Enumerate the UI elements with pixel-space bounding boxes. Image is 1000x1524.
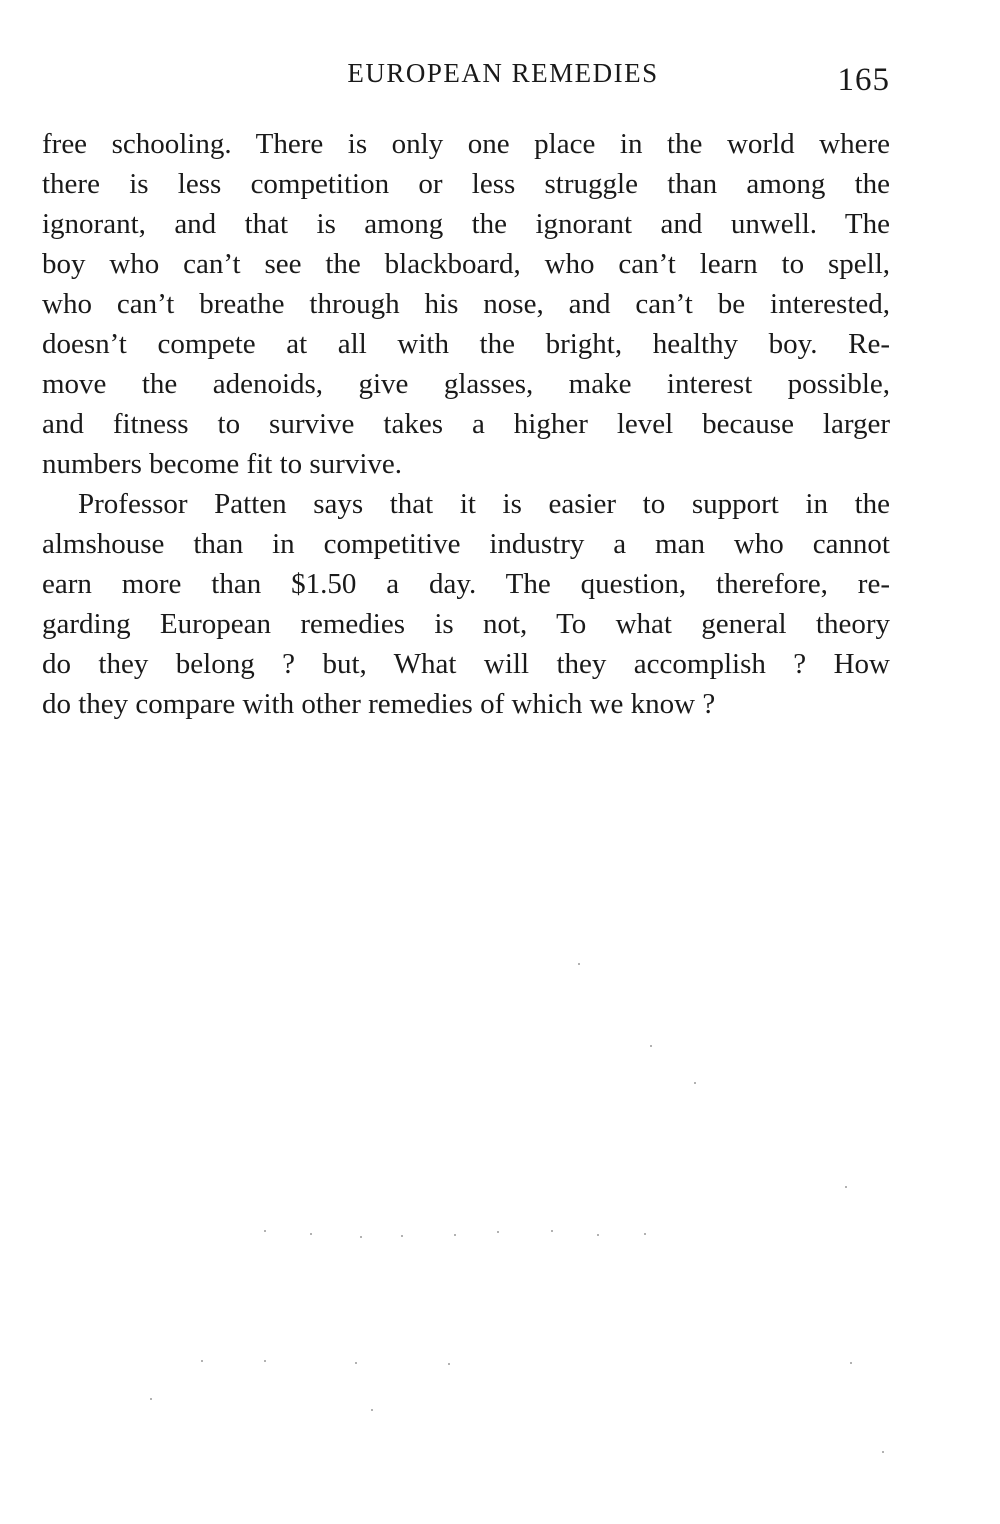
paper-speck bbox=[650, 1045, 652, 1047]
paper-speck bbox=[371, 1409, 373, 1411]
text-line: who can’t breathe through his nose, and can’t be interested, bbox=[42, 288, 890, 320]
running-head: EUROPEAN REMEDIES bbox=[347, 58, 659, 88]
paper-speck bbox=[694, 1082, 696, 1084]
paper-speck bbox=[310, 1233, 312, 1235]
text-line: do they compare with other remedies of which we know ? bbox=[42, 688, 716, 720]
text-line: move the adenoids, give glasses, make interest possible, bbox=[42, 368, 890, 400]
paper-speck bbox=[401, 1235, 403, 1237]
paper-speck bbox=[454, 1234, 456, 1236]
paragraph-2 bbox=[42, 484, 890, 724]
text-line: free schooling. There is only one place in the world where bbox=[42, 128, 890, 160]
paper-speck bbox=[264, 1360, 266, 1362]
paper-speck bbox=[850, 1362, 852, 1364]
paragraph-1 bbox=[42, 124, 890, 484]
body-text bbox=[42, 124, 890, 724]
text-line: and fitness to survive takes a higher level because larger bbox=[42, 408, 890, 440]
page-number: 165 bbox=[837, 62, 890, 98]
paper-speck bbox=[845, 1186, 847, 1188]
paper-speck bbox=[264, 1230, 266, 1232]
paper-speck bbox=[497, 1231, 499, 1233]
paper-speck bbox=[882, 1451, 884, 1453]
paper-speck bbox=[201, 1360, 203, 1362]
paper-speck bbox=[644, 1233, 646, 1235]
text-line: do they belong ? but, What will they accomplish ? How bbox=[42, 648, 890, 680]
paper-speck bbox=[551, 1230, 553, 1232]
text-line: garding European remedies is not, To what general theory bbox=[42, 608, 890, 640]
text-line: numbers become fit to survive. bbox=[42, 448, 402, 480]
paper-speck bbox=[355, 1362, 357, 1364]
text-line: ignorant, and that is among the ignorant and unwell. The bbox=[42, 208, 890, 240]
paper-speck bbox=[578, 963, 580, 965]
text-line: doesn’t compete at all with the bright, healthy boy. Re- bbox=[42, 328, 890, 360]
paper-speck bbox=[150, 1398, 152, 1400]
text-line: almshouse than in competitive industry a man who cannot bbox=[42, 528, 890, 560]
paper-speck bbox=[597, 1234, 599, 1236]
paper-speck bbox=[360, 1236, 362, 1238]
text-line: Professor Patten says that it is easier to support in the bbox=[78, 488, 890, 520]
text-line: there is less competition or less struggle than among the bbox=[42, 168, 890, 200]
text-line: earn more than $1.50 a day. The question, therefore, re- bbox=[42, 568, 890, 600]
text-line: boy who can’t see the blackboard, who can’t learn to spell, bbox=[42, 248, 890, 280]
paper-speck bbox=[448, 1363, 450, 1365]
page-header bbox=[42, 58, 890, 102]
